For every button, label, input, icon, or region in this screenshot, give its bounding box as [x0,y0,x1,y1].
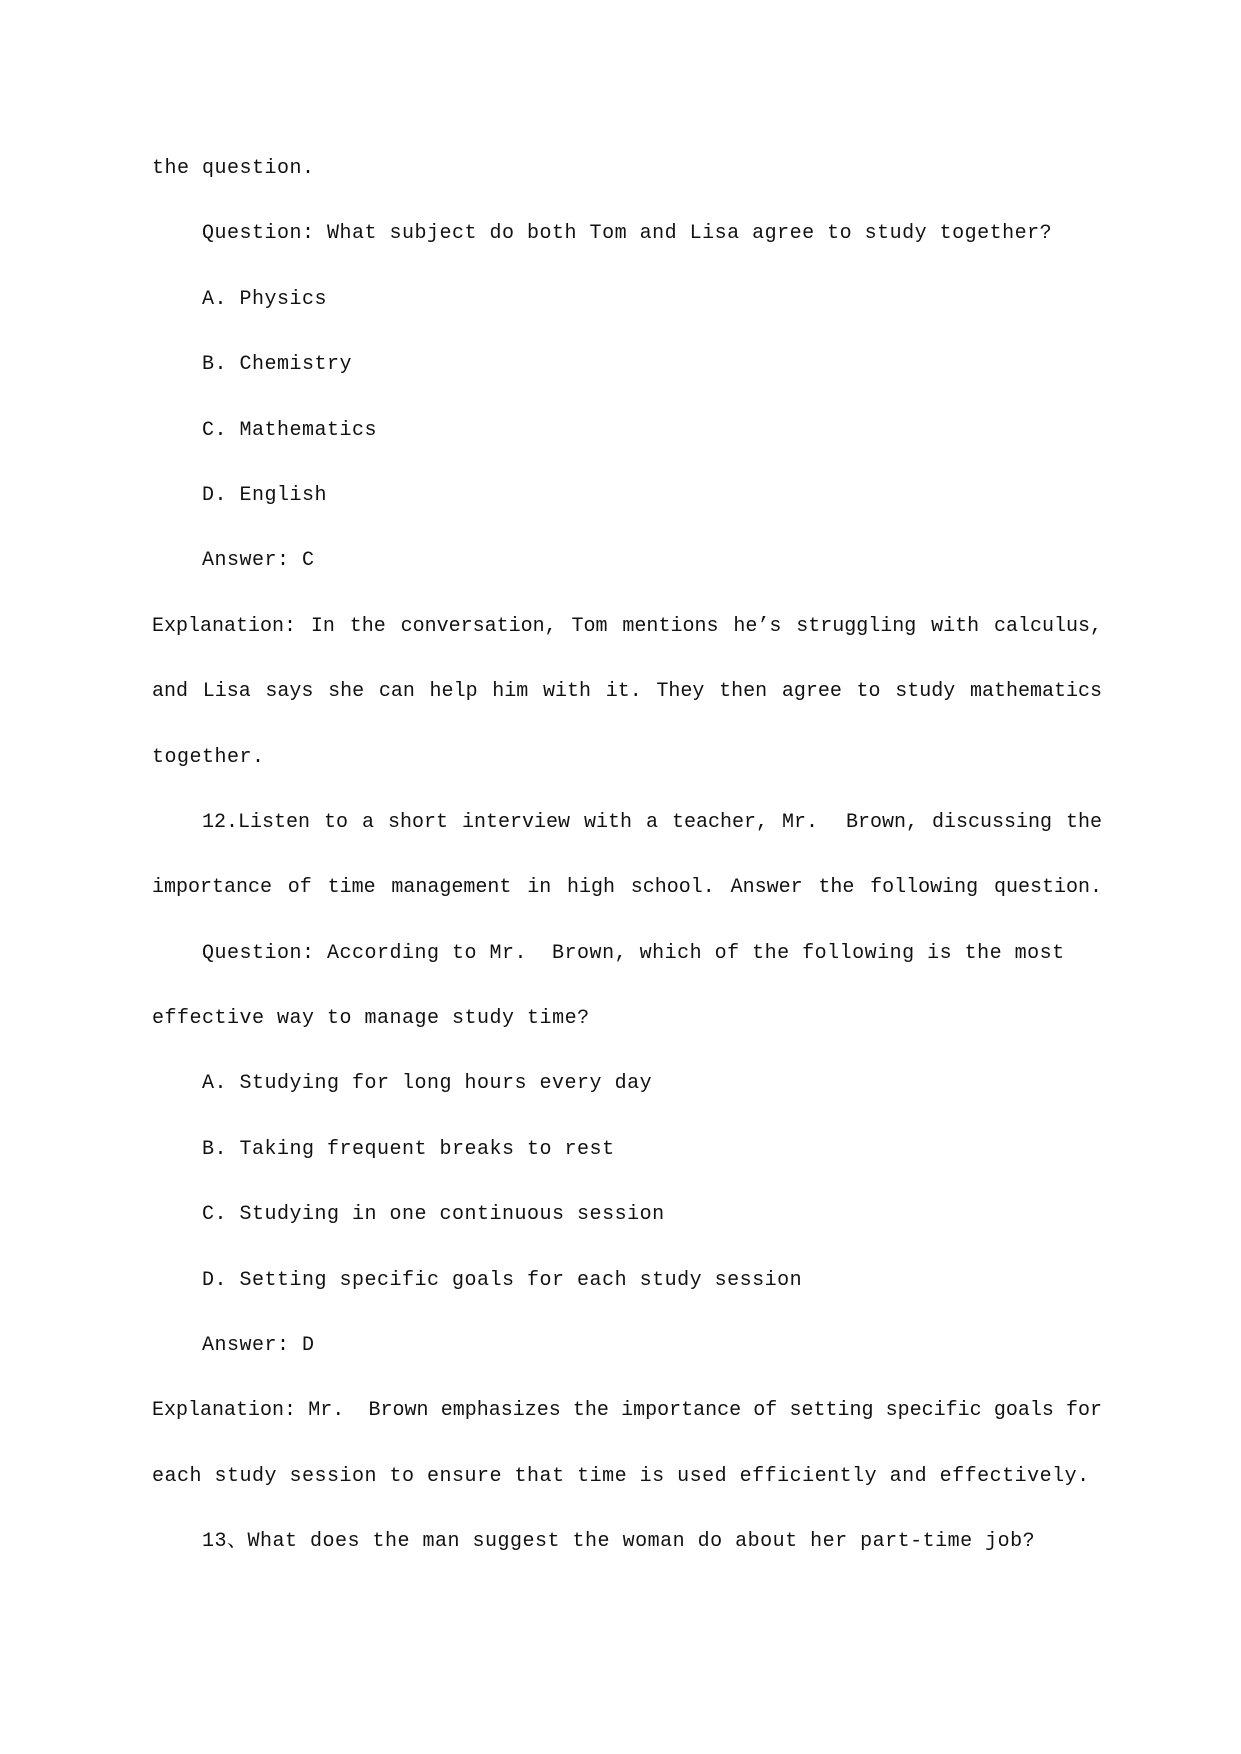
option-c: C. Mathematics [202,418,378,442]
prompt-line: importance of time management in high school. Answer the following question. [152,876,1102,900]
option-d: D. Setting specific goals for each study session [202,1268,803,1292]
option-a: A. Studying for long hours every day [202,1072,653,1096]
question-text: Question: What subject do both Tom and Lisa agree to study together? [202,222,1053,246]
question-13-block [152,1509,1102,1574]
question-text: effective way to manage study time? [152,1007,590,1031]
explanation-line: Explanation: In the conversation, Tom mentions he’s struggling with calculus, [152,614,1102,638]
explanation-line: together. [152,745,265,769]
question-12-block [152,790,1102,1509]
prompt-line: 12.Listen to a short interview with a teacher, Mr. Brown, discussing the [202,810,1102,834]
option-b: B. Taking frequent breaks to rest [202,1137,615,1161]
option-b: B. Chemistry [202,353,353,377]
explanation-line: and Lisa says she can help him with it. They then agree to study mathematics [152,680,1102,704]
explanation-line: each study session to ensure that time is used efficiently and effectively. [152,1464,1090,1488]
option-a: A. Physics [202,287,328,311]
question-text: 13、What does the man suggest the woman do about her part-time job? [202,1530,1036,1554]
option-c: C. Studying in one continuous session [202,1203,665,1227]
explanation-line: Explanation: Mr. Brown emphasizes the importance of setting specific goals for [152,1399,1102,1423]
answer-text: Answer: D [202,1334,315,1358]
option-d: D. English [202,483,328,507]
continuation-text: the question. [152,157,315,180]
question-text: Question: According to Mr. Brown, which of the following is the most [202,941,1065,965]
answer-text: Answer: C [202,549,315,573]
question-11-block [152,201,1102,790]
page-content [152,136,1102,1575]
